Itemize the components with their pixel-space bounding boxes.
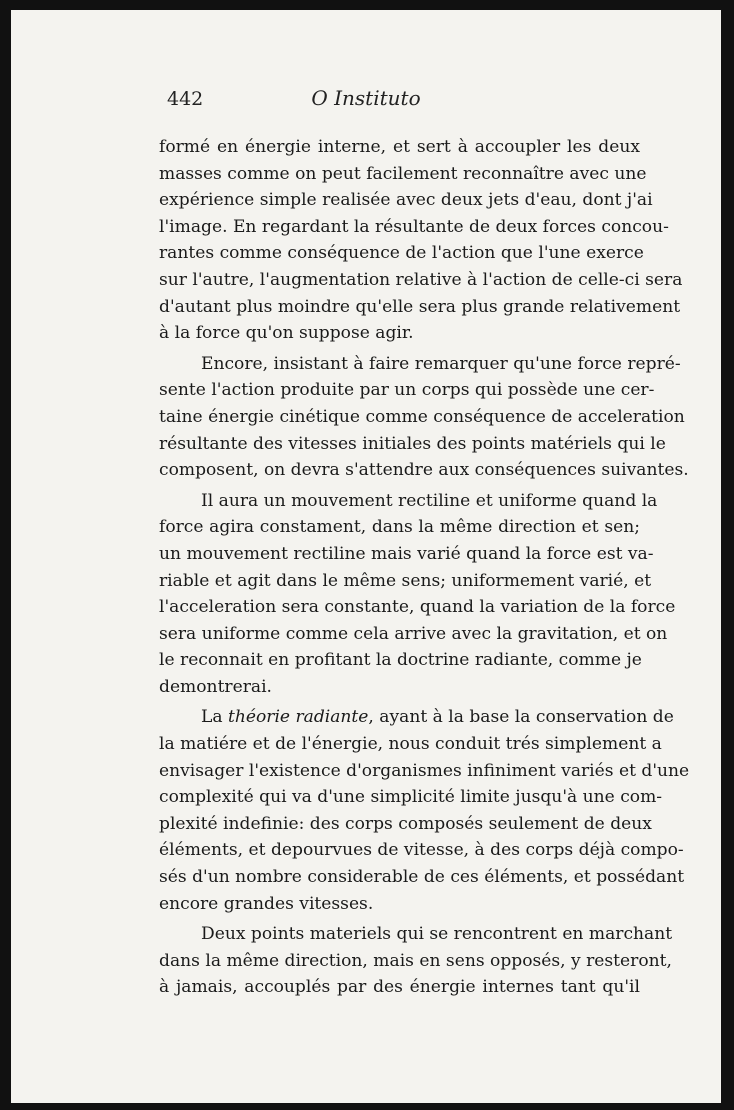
text-line: envisager l'existence d'organismes infiniment variés et d'une [159,760,690,781]
text-line: Deux points materiels qui se rencontrent en marchant [201,924,673,945]
text-line: complexité qui va d'une simplicité limite jusqu'à une com- [159,787,663,808]
text-line: à la force qu'on suppose agir. [159,323,414,344]
text-line: force agira constament, dans la même direction et sen; [159,517,640,538]
text-line: un mouvement rectiline mais varié quand la force est va- [159,543,654,564]
text-line: l'acceleration sera constante, quand la variation de la force [159,597,676,618]
text-line: dans la même direction, mais en sens opposés, y resteront, [159,950,672,971]
text-line: masses comme on peut facilement reconnaître avec une [159,163,647,184]
text-line: sés d'un nombre considerable de ces éléments, et possédant [159,867,685,888]
body-text [159,134,690,1001]
running-head [11,88,721,114]
paragraph [159,488,676,701]
text-line: résultante des vitesses initiales des points matériels qui le [159,433,666,454]
text-line: sera uniforme comme cela arrive avec la gravitation, et on [159,623,668,644]
text-line: le reconnait en profitant la doctrine radiante, comme je [159,650,642,671]
page-number: 442 [167,88,204,110]
text-line: expérience simple realisée avec deux jets d'eau, dont j'ai [159,190,653,211]
paragraph [159,134,683,347]
text-line: sente l'action produite par un corps qui possède une cer- [159,380,655,401]
emphasized-term: théorie radiante [227,707,369,728]
paragraph [159,351,689,484]
text-line: d'autant plus moindre qu'elle sera plus grande relativement [159,296,681,317]
journal-title: O Instituto [311,86,421,110]
text-line: à jamais, accouplés par des énergie internes tant qu'il [159,977,640,998]
text-line: plexité indefinie: des corps composés seulement de deux [159,813,652,834]
text-line: Il aura un mouvement rectiline et uniforme quand la [201,490,658,511]
text-line: éléments, et depourvues de vitesse, à des corps déjà compo- [159,840,684,861]
paragraph [159,921,673,1001]
text-line: composent, on devra s'attendre aux conséquences suivantes. [159,460,689,481]
text-line: la matiére et de l'énergie, nous conduit trés simplement a [159,734,662,755]
paragraph [159,704,690,917]
text-line: sur l'autre, l'augmentation relative à l'action de celle-ci sera [159,269,683,290]
text-line: taine énergie cinétique comme conséquence de acceleration [159,406,685,427]
text-line: riable et agit dans le même sens; uniformement varié, et [159,570,652,591]
text-line: encore grandes vitesses. [159,893,374,914]
text-line: Encore, insistant à faire remarquer qu'une force repré- [201,353,681,374]
book-page [11,10,721,1103]
text-line: l'image. En regardant la résultante de deux forces concou- [159,216,669,237]
text-line: demontrerai. [159,676,272,697]
text-line: rantes comme conséquence de l'action que l'une exerce [159,243,644,264]
text-line: La théorie radiante, ayant à la base la conservation de [201,707,674,728]
text-line: formé en énergie interne, et sert à accoupler les deux [159,137,640,157]
